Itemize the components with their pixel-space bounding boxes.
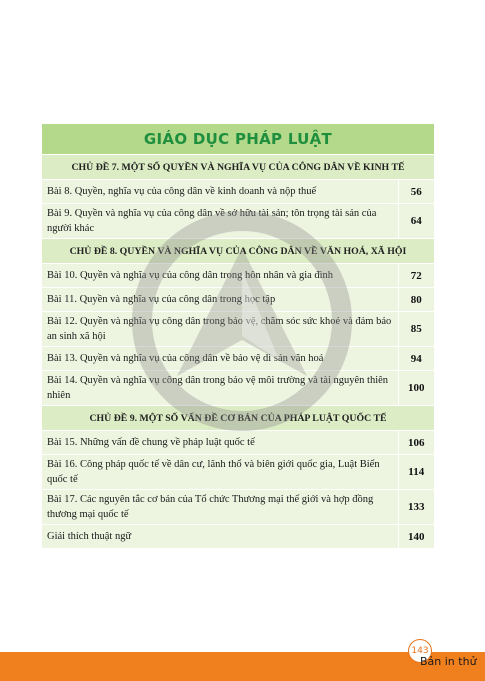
lesson-page: 64 [398,204,434,239]
lesson-page: 100 [398,371,434,406]
glossary-title: Giải thích thuật ngữ [42,525,398,549]
section-heading-row [42,239,434,264]
lesson-page: 133 [398,490,434,525]
table-of-contents [42,124,434,549]
lesson-page: 94 [398,347,434,371]
lesson-row[interactable] [42,371,434,406]
lesson-title: Bài 17. Các nguyên tắc cơ bản của Tổ chức Thương mại thế giới và hợp đồng thương mại quốc tế [42,490,398,525]
section-heading-row [42,155,434,180]
lesson-row[interactable] [42,204,434,239]
lesson-row[interactable] [42,264,434,288]
lesson-page: 80 [398,288,434,312]
lesson-page: 85 [398,312,434,347]
draft-stamp: Bản in thử [420,655,477,668]
lesson-title: Bài 15. Những vấn đề chung về pháp luật quốc tế [42,431,398,455]
lesson-title: Bài 8. Quyền, nghĩa vụ của công dân về kinh doanh và nộp thuế [42,180,398,204]
section-heading: CHỦ ĐỀ 8. QUYỀN VÀ NGHĨA VỤ CỦA CÔNG DÂN VỀ VĂN HOÁ, XÃ HỘI [42,239,434,264]
page-number: 143 [408,639,432,663]
lesson-page: 56 [398,180,434,204]
lesson-title: Bài 12. Quyền và nghĩa vụ công dân trong bảo vệ, chăm sóc sức khoẻ và đảm bảo an sinh xã hội [42,312,398,347]
section-heading: CHỦ ĐỀ 7. MỘT SỐ QUYỀN VÀ NGHĨA VỤ CỦA CÔNG DÂN VỀ KINH TẾ [42,155,434,180]
lesson-row[interactable] [42,490,434,525]
page-title: GIÁO DỤC PHÁP LUẬT [42,124,434,155]
lesson-row[interactable] [42,431,434,455]
glossary-row[interactable] [42,525,434,549]
section-heading-row [42,406,434,431]
lesson-row[interactable] [42,347,434,371]
section-heading: CHỦ ĐỀ 9. MỘT SỐ VẤN ĐỀ CƠ BẢN CỦA PHÁP LUẬT QUỐC TẾ [42,406,434,431]
toc-header-row [42,124,434,155]
glossary-page: 140 [398,525,434,549]
lesson-page: 114 [398,455,434,490]
lesson-title: Bài 16. Công pháp quốc tế về dân cư, lãnh thổ và biên giới quốc gia, Luật Biển quốc tế [42,455,398,490]
lesson-title: Bài 11. Quyền và nghĩa vụ của công dân trong học tập [42,288,398,312]
lesson-page: 106 [398,431,434,455]
lesson-title: Bài 14. Quyền và nghĩa vụ công dân trong bảo vệ môi trường và tài nguyên thiên nhiên [42,371,398,406]
lesson-row[interactable] [42,455,434,490]
lesson-title: Bài 9. Quyền và nghĩa vụ của công dân về sở hữu tài sản; tôn trọng tài sản của người khác [42,204,398,239]
lesson-row[interactable] [42,180,434,204]
lesson-row[interactable] [42,288,434,312]
lesson-title: Bài 10. Quyền và nghĩa vụ của công dân trong hôn nhân và gia đình [42,264,398,288]
lesson-row[interactable] [42,312,434,347]
lesson-title: Bài 13. Quyền và nghĩa vụ của công dân về bảo vệ di sản văn hoá [42,347,398,371]
lesson-page: 72 [398,264,434,288]
